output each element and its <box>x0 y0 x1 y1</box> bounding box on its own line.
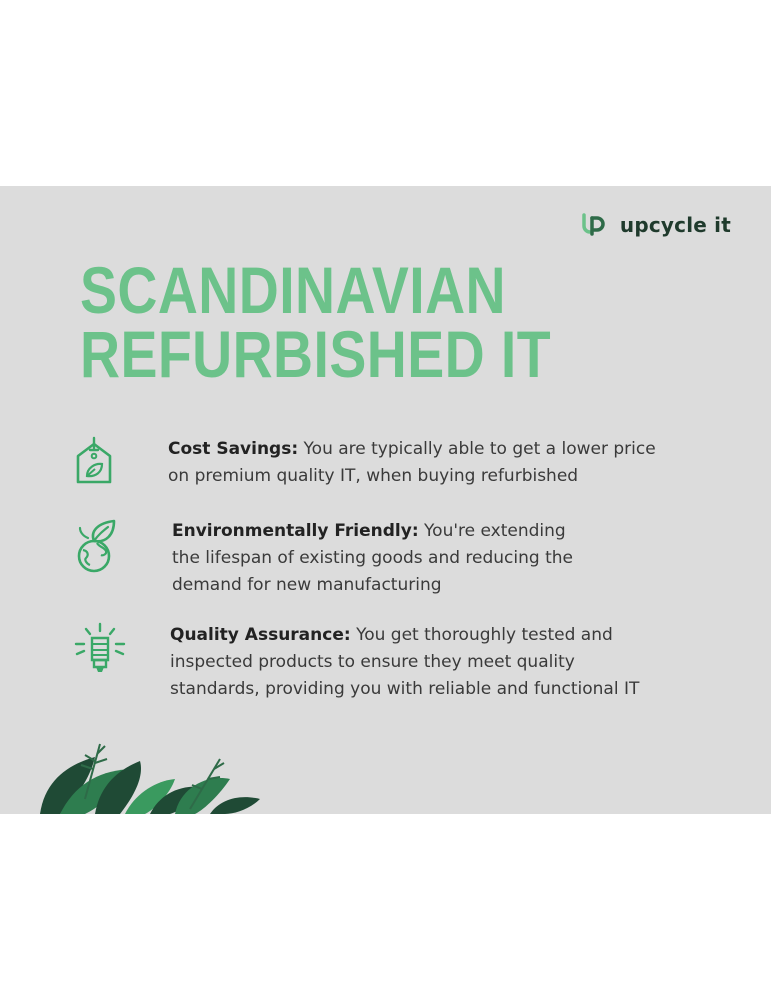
brand-name: upcycle it <box>619 213 731 237</box>
feature-text: Environmentally Friendly: You're extending the lifespan of existing goods and reducing the demand for new manufacturing <box>172 521 573 595</box>
promo-card <box>0 186 771 814</box>
lightbulb-icon <box>70 622 130 682</box>
feature-cost-savings <box>70 436 750 496</box>
feature-title: Quality Assurance: <box>170 625 351 645</box>
feature-environment <box>70 518 750 599</box>
price-tag-leaf-icon <box>70 436 130 496</box>
feature-text: Cost Savings: You are typically able to get a lower price on premium quality IT, when buying refurbished <box>168 439 656 486</box>
feature-quality <box>70 622 750 703</box>
headline <box>80 253 551 391</box>
headline-line-2: REFURBISHED IT <box>80 317 551 391</box>
brand-logo <box>580 212 731 238</box>
feature-title: Cost Savings: <box>168 439 299 459</box>
feature-text: Quality Assurance: You get thoroughly tested and inspected products to ensure they meet quality standards, providing you with reliable and functional IT <box>170 625 640 699</box>
eco-globe-leaf-icon <box>70 518 130 578</box>
feature-title: Environmentally Friendly: <box>172 521 419 541</box>
tropical-leaves-illustration <box>40 739 280 814</box>
upcycle-logo-icon <box>580 212 610 238</box>
headline-line-1: SCANDINAVIAN <box>80 253 506 327</box>
